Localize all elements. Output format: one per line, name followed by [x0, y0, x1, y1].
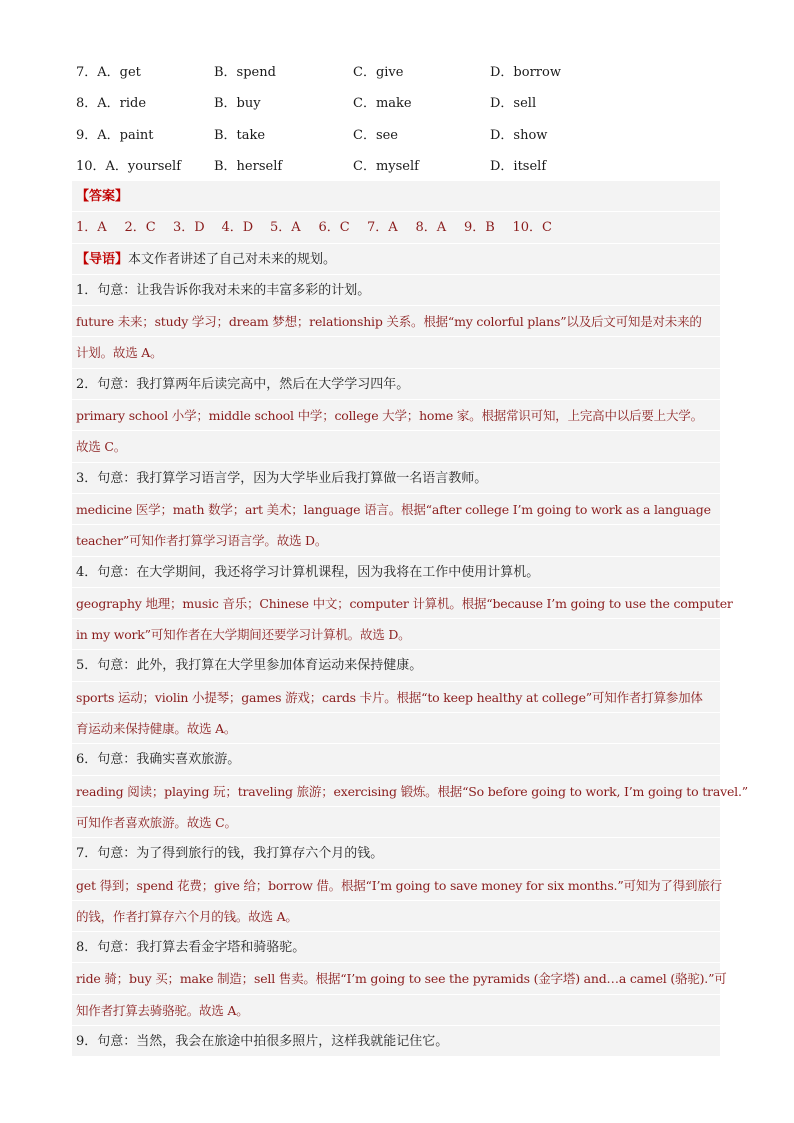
guide-line [72, 244, 720, 275]
answer-key: 8．A [415, 220, 447, 236]
sentence-meaning-line: 6．句意：我确实喜欢旅游。 [72, 744, 720, 775]
option-d: D．itself [490, 158, 547, 174]
sentence-meaning-line: 5．句意：此外，我打算在大学里参加体育运动来保持健康。 [72, 650, 720, 681]
answer-key: 5．A [270, 220, 301, 236]
sentence-meaning-line: 2．句意：我打算两年后读完高中，然后在大学学习四年。 [72, 369, 720, 400]
option-row [76, 57, 726, 88]
answer-keys-line [72, 212, 720, 243]
option-b: B．spend [214, 65, 276, 80]
explanation-line: primary school 小学；middle school 中学；college 大学；home 家。根据常识可知，上完高中以后要上大学。 [72, 400, 720, 431]
sentence-meaning-line: 4．句意：在大学期间，我还将学习计算机课程，因为我将在工作中使用计算机。 [72, 557, 720, 588]
sentence-meaning-line: 7．句意：为了得到旅行的钱，我打算存六个月的钱。 [72, 838, 720, 869]
explanation-line: get 得到；spend 花费；give 给；borrow 借。根据“I’m going to save money for six months.”可知为了得到旅行 [72, 870, 720, 901]
explanation-line: 计划。故选 A。 [72, 337, 720, 368]
answer-key: 1．A [76, 220, 107, 236]
answer-key: 10．C [512, 220, 552, 236]
answer-key: 2．C [124, 220, 156, 236]
explanation-line: future 未来；study 学习；dream 梦想；relationship 关系。根据“my colorful plans”以及后文可知是对未来的 [72, 306, 720, 337]
explanation-line: reading 阅读；playing 玩；traveling 旅游；exercising 锻炼。根据“So before going to work, I’m going to travel.” [72, 776, 720, 807]
explanation-line: 的钱，作者打算存六个月的钱。故选 A。 [72, 901, 720, 932]
option-n: 8．A．ride [76, 96, 147, 112]
options-list [76, 57, 726, 182]
explanation-lines [72, 275, 748, 1057]
answer-key: 4．D [221, 220, 254, 236]
option-b: B．take [214, 127, 266, 143]
option-n: 10．A．yourself [76, 158, 182, 174]
explanation-line: ride 骑；buy 买；make 制造；sell 售卖。根据“I’m going to see the pyramids (金字塔) and…a camel (骆驼).”可 [72, 963, 720, 994]
option-row [76, 151, 726, 182]
explanation-line: 育运动来保持健康。故选 A。 [72, 713, 720, 744]
explanation-line: teacher”可知作者打算学习语言学。故选 D。 [72, 525, 720, 556]
answer-key: 3．D [173, 220, 205, 236]
option-b: B．herself [214, 158, 283, 174]
explanation-line: medicine 医学；math 数学；art 美术；language 语言。根据“after college I’m going to work as a language [72, 494, 720, 525]
answer-key: 6．C [318, 220, 350, 236]
explanation-line: in my work”可知作者在大学期间还要学习计算机。故选 D。 [72, 619, 720, 650]
option-b: B．buy [214, 96, 261, 112]
sentence-meaning-line: 3．句意：我打算学习语言学，因为大学毕业后我打算做一名语言教师。 [72, 463, 720, 494]
option-c: C．make [353, 96, 412, 112]
option-d: D．show [490, 127, 548, 143]
explanation-line: geography 地理；music 音乐；Chinese 中文；computer 计算机。根据“because I’m going to use the computer [72, 588, 720, 619]
explanation-line: 知作者打算去骑骆驼。故选 A。 [72, 995, 720, 1026]
option-d: D．borrow [490, 65, 561, 80]
option-c: C．give [353, 65, 404, 80]
answer-block [72, 181, 748, 1057]
guide-tag: 【导语】 [76, 251, 129, 267]
sentence-meaning-line: 9．句意：当然，我会在旅途中拍很多照片，这样我就能记住它。 [72, 1026, 720, 1057]
answer-header: 【答案】 [76, 189, 129, 204]
answer-header-line [72, 181, 720, 212]
sentence-meaning-line: 8．句意：我打算去看金字塔和骑骆驼。 [72, 932, 720, 963]
option-d: D．sell [490, 96, 537, 112]
guide-text: 本文作者讲述了自己对未来的规划。 [128, 251, 337, 267]
option-c: C．myself [353, 158, 419, 174]
answer-key: 7．A [367, 220, 398, 236]
answer-key: 9．B [464, 220, 495, 236]
option-row [76, 88, 726, 119]
option-c: C．see [353, 127, 399, 143]
option-n: 7．A．get [76, 65, 141, 80]
explanation-line: 故选 C。 [72, 431, 720, 462]
explanation-line: 可知作者喜欢旅游。故选 C。 [72, 807, 720, 838]
option-n: 9．A．paint [76, 127, 154, 143]
explanation-line: sports 运动；violin 小提琴；games 游戏；cards 卡片。根据“to keep healthy at college”可知作者打算参加体 [72, 682, 720, 713]
option-row [76, 120, 726, 151]
sentence-meaning-line: 1．句意：让我告诉你我对未来的丰富多彩的计划。 [72, 275, 720, 306]
